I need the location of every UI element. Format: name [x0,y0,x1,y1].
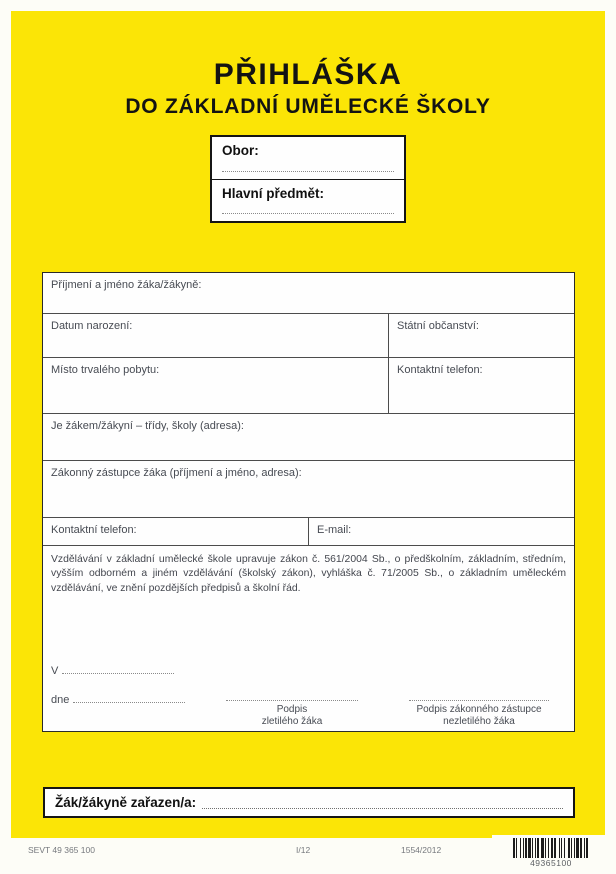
adult-signature-caption-1: Podpis [276,704,308,715]
barcode-label [492,835,610,871]
field-of-study-label: Obor: [222,143,259,158]
date-field [51,693,185,706]
surname-name-label: Příjmení a jméno žáka/žákyně: [51,279,202,291]
guardian-cell [43,461,574,517]
main-subject-write-line [222,213,394,214]
assignment-box [43,787,575,818]
contact-phone2-label: Kontaktní telefon: [51,524,137,536]
row-pupil-school [43,414,574,461]
row-phone-email [43,518,574,546]
surname-name-cell [43,273,574,313]
form-subtitle: DO ZÁKLADNÍ UMĚLECKÉ ŠKOLY [125,95,491,118]
birth-date-label: Datum narození: [51,320,133,332]
row-guardian [43,461,574,518]
contact-phone-label: Kontaktní telefon: [397,364,483,376]
signature-area [43,546,574,731]
guardian-signature-block [409,691,549,728]
residence-label: Místo trvalého pobytu: [51,364,160,376]
barcode-icon [496,838,606,858]
place-write-line [62,664,174,674]
row-legal-signature [43,546,574,731]
email-cell [309,518,574,545]
guardian-signature-caption-1: Podpis zákonného zástupce [416,704,542,715]
adult-signature-caption-2: zletilého žáka [261,715,323,727]
applicant-form-box [42,272,575,732]
footer-order-number: 1554/2012 [401,845,442,855]
guardian-signature-line [409,691,549,701]
pupil-school-cell [43,414,574,460]
assignment-write-line [202,797,563,809]
field-of-study-cell [212,137,404,179]
assignment-label: Žák/žákyně zařazen/a: [55,795,197,810]
birth-date-cell [43,314,389,357]
email-label: E-mail: [317,524,352,536]
place-label: V [51,665,59,677]
barcode-number: 49365100 [530,858,572,868]
adult-signature-block [226,691,358,728]
main-subject-cell [212,179,404,222]
main-subject-label: Hlavní předmět: [222,185,325,201]
field-of-study-write-line [222,171,394,172]
footer-sevt-code: SEVT 49 365 100 [28,845,95,855]
row-residence-phone [43,358,574,414]
guardian-label: Zákonný zástupce žáka (příjmení a jméno, adresa): [51,467,302,479]
adult-signature-line [226,691,358,701]
place-field [51,664,174,677]
legal-paragraph: Vzdělávání v základní umělecké škole upravuje zákon č. 561/2004 Sb., o předškolním, základním, středním, vyšším odborném a jiném vzdělávání (školský zákon), vyhláška č. 71/2005 Sb., o základním uměleckém vzdělávání, ve znění pozdějších předpisů a školní řád. [51,554,566,594]
legal-signature-cell [43,546,574,731]
contact-phone-cell [389,358,574,413]
residence-cell [43,358,389,413]
footer-edition: I/12 [296,845,311,855]
form-title: PŘIHLÁŠKA [213,58,403,91]
citizenship-cell [389,314,574,357]
row-surname-name [43,273,574,314]
contact-phone2-cell [43,518,309,545]
pupil-school-label: Je žákem/žákyní – třídy, školy (adresa): [51,420,244,432]
row-birth-citizenship [43,314,574,358]
date-write-line [73,693,185,703]
subject-box [210,135,406,223]
citizenship-label: Státní občanství: [397,320,479,332]
date-label: dne [51,694,70,706]
guardian-signature-caption-2: nezletilého žáka [443,715,515,727]
